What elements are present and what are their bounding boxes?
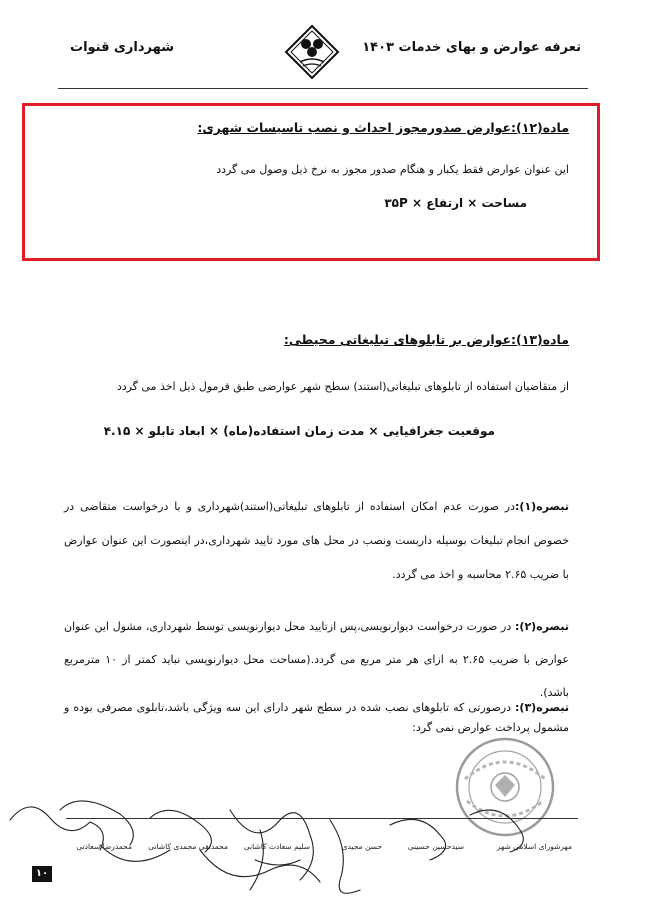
header-divider — [58, 88, 588, 89]
signatory-name: محمدتقی محمدی کاشانی — [148, 842, 228, 851]
note-3-label: تبصره(۳): — [515, 701, 569, 714]
signatory-name: حسن مجیدی — [341, 842, 382, 851]
note-2-text: در صورت درخواست دیوارنویسی،پس ازتایید محل دیوارنویسی توسط شهرداری، مشول این عنوان عوارض با ضریب ۲.۶۵ به ازای هر متر مربع می گردد.(مساحت محل دیوارنویسی نباید کمتر از ۱۰ مترمربع باشد). — [64, 620, 569, 699]
signatory-name: محمدرضا سعادتی — [76, 842, 132, 851]
document-title: تعرفه عوارض و بهای خدمات ۱۴۰۳ — [362, 40, 581, 55]
article-12-formula: مساحت × ارتفاع × ۳۵P — [384, 196, 527, 210]
municipality-name: شهرداری قنوات — [70, 40, 174, 55]
article-12-text: این عنوان عوارض فقط یکبار و هنگام صدور مجوز به نرخ ذیل وصول می گردد — [216, 163, 569, 176]
page-number: ۱۰ — [32, 866, 52, 882]
note-1-text: در صورت عدم امکان استفاده از تابلوهای تبلیغاتی(استند)شهرداری و با درخواست متقاضی در خصوص انجام تبلیغات بوسیله داربست ونصب در محل های مورد تایید شهرداری،در اینصورت این عنوان عوارض با ضریب ۲.۶۵ محاسبه و اخذ می گردد. — [64, 500, 569, 581]
note-1-label: تبصره(۱): — [515, 500, 569, 513]
handwritten-signature-icon — [0, 790, 647, 910]
municipality-logo-icon — [284, 24, 340, 80]
note-3-text: درصورتی که تابلوهای نصب شده در سطح شهر دارای این سه ویژگی باشد،تابلوی مصرفی بوده و مشمول پرداخت عوارض نمی گرد: — [64, 701, 569, 734]
article-13-title: ماده(۱۳):عوارض بر تابلوهای تبلیغاتی محیطی: — [283, 332, 569, 347]
note-1 — [64, 490, 569, 592]
article-13-text: از متقاضیان استفاده از تابلوهای تبلیغاتی(استند) سطح شهر عوارضی طبق فرمول ذیل اخذ می گردد — [116, 380, 569, 393]
signatory-name: سیدحسین حسینی — [407, 842, 464, 851]
note-2 — [64, 610, 569, 709]
article-12-title: ماده(۱۲):عوارض صدورمجوز احداث و نصب تاسیسات شهری: — [197, 120, 569, 135]
note-2-label: تبصره(۲): — [515, 620, 569, 633]
signatory-name: سلیم سعادت کاشانی — [243, 842, 310, 851]
article-13-formula: موقعیت جغرافیایی × مدت زمان استفاده(ماه) × ابعاد تابلو × ۴.۱۵ — [103, 424, 495, 438]
council-label: مهرشورای اسلامی شهر — [496, 842, 572, 851]
note-3 — [64, 698, 569, 738]
